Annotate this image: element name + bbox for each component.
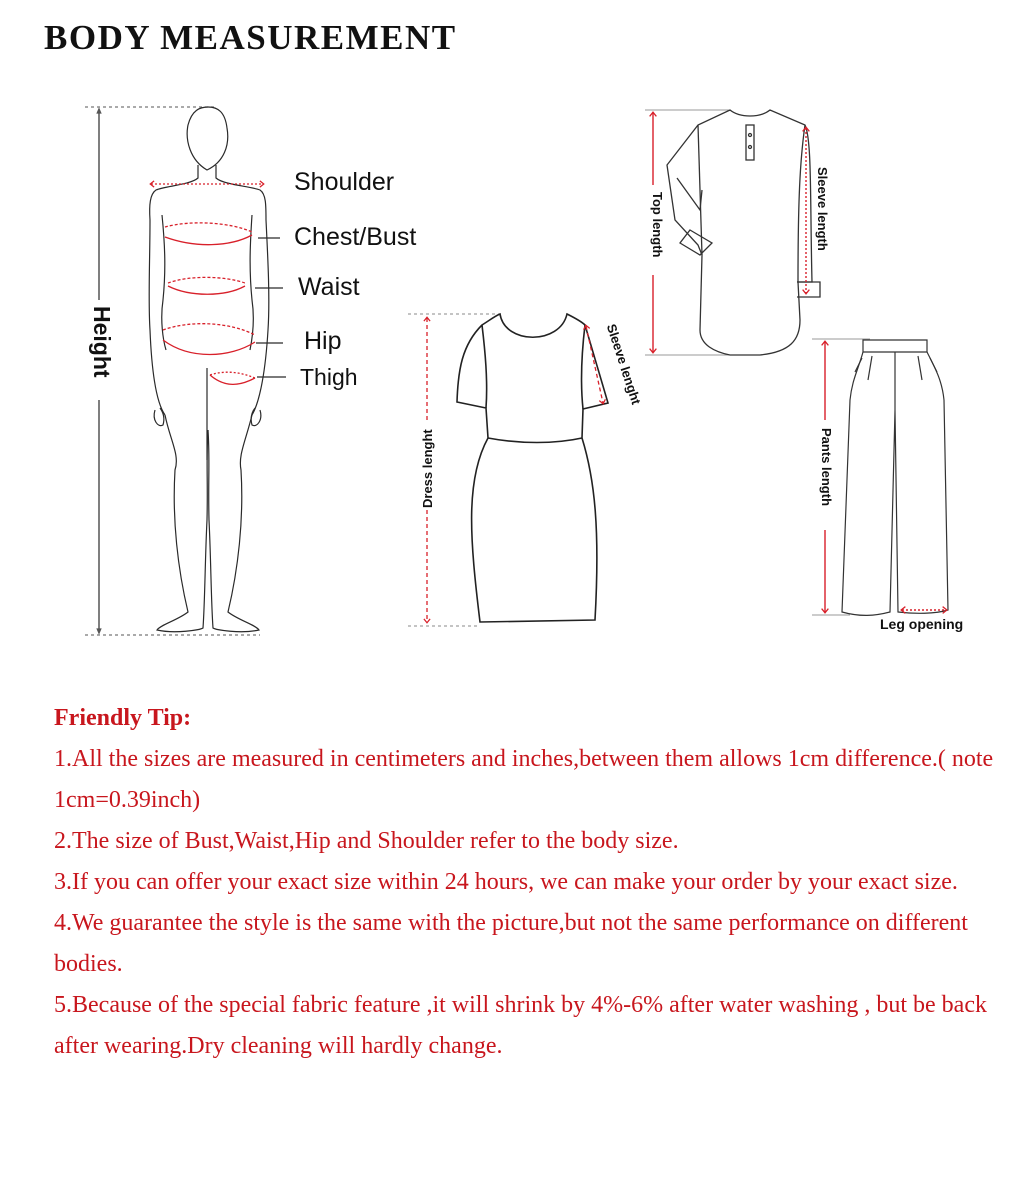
label-shoulder: Shoulder bbox=[294, 168, 395, 196]
label-thigh: Thigh bbox=[300, 364, 358, 390]
label-chest-bust: Chest/Bust bbox=[294, 223, 417, 251]
tip-item: 3.If you can offer your exact size within 24 hours, we can make your order by your exact size. bbox=[54, 869, 958, 895]
tip-item: 4.We guarantee the style is the same with the picture,but not the same performance on different bodies. bbox=[54, 910, 968, 977]
top-measure-lines bbox=[653, 113, 806, 352]
label-dress-length: Dress lenght bbox=[420, 429, 435, 508]
label-hip: Hip bbox=[304, 327, 342, 355]
label-height: Height bbox=[89, 306, 115, 378]
label-top-sleeve-length: Sleeve length bbox=[815, 167, 830, 251]
friendly-tips bbox=[54, 698, 994, 1067]
tip-item: 2.The size of Bust,Waist,Hip and Shoulder refer to the body size. bbox=[54, 828, 679, 854]
tip-item: 5.Because of the special fabric feature ,it will shrink by 4%-6% after water washing , but be back after wearing.Dry cleaning will hardly change. bbox=[54, 992, 987, 1059]
tip-item: 1.All the sizes are measured in centimeters and inches,between them allows 1cm difference.( note 1cm=0.39inch) bbox=[54, 746, 994, 813]
label-pants-length: Pants length bbox=[819, 428, 834, 507]
dress-figure bbox=[408, 314, 608, 626]
tips-heading: Friendly Tip: bbox=[54, 705, 192, 731]
dress-measure-lines bbox=[427, 318, 603, 622]
body-figure bbox=[85, 107, 286, 635]
label-top-length: Top length bbox=[650, 192, 665, 258]
label-waist: Waist bbox=[298, 273, 360, 301]
top-figure bbox=[645, 110, 820, 355]
label-leg-opening: Leg opening bbox=[880, 616, 964, 632]
label-dress-sleeve-length: Sleeve lenght bbox=[603, 322, 644, 407]
page-title: BODY MEASUREMENT bbox=[44, 18, 457, 57]
body-measure-lines bbox=[151, 184, 263, 384]
